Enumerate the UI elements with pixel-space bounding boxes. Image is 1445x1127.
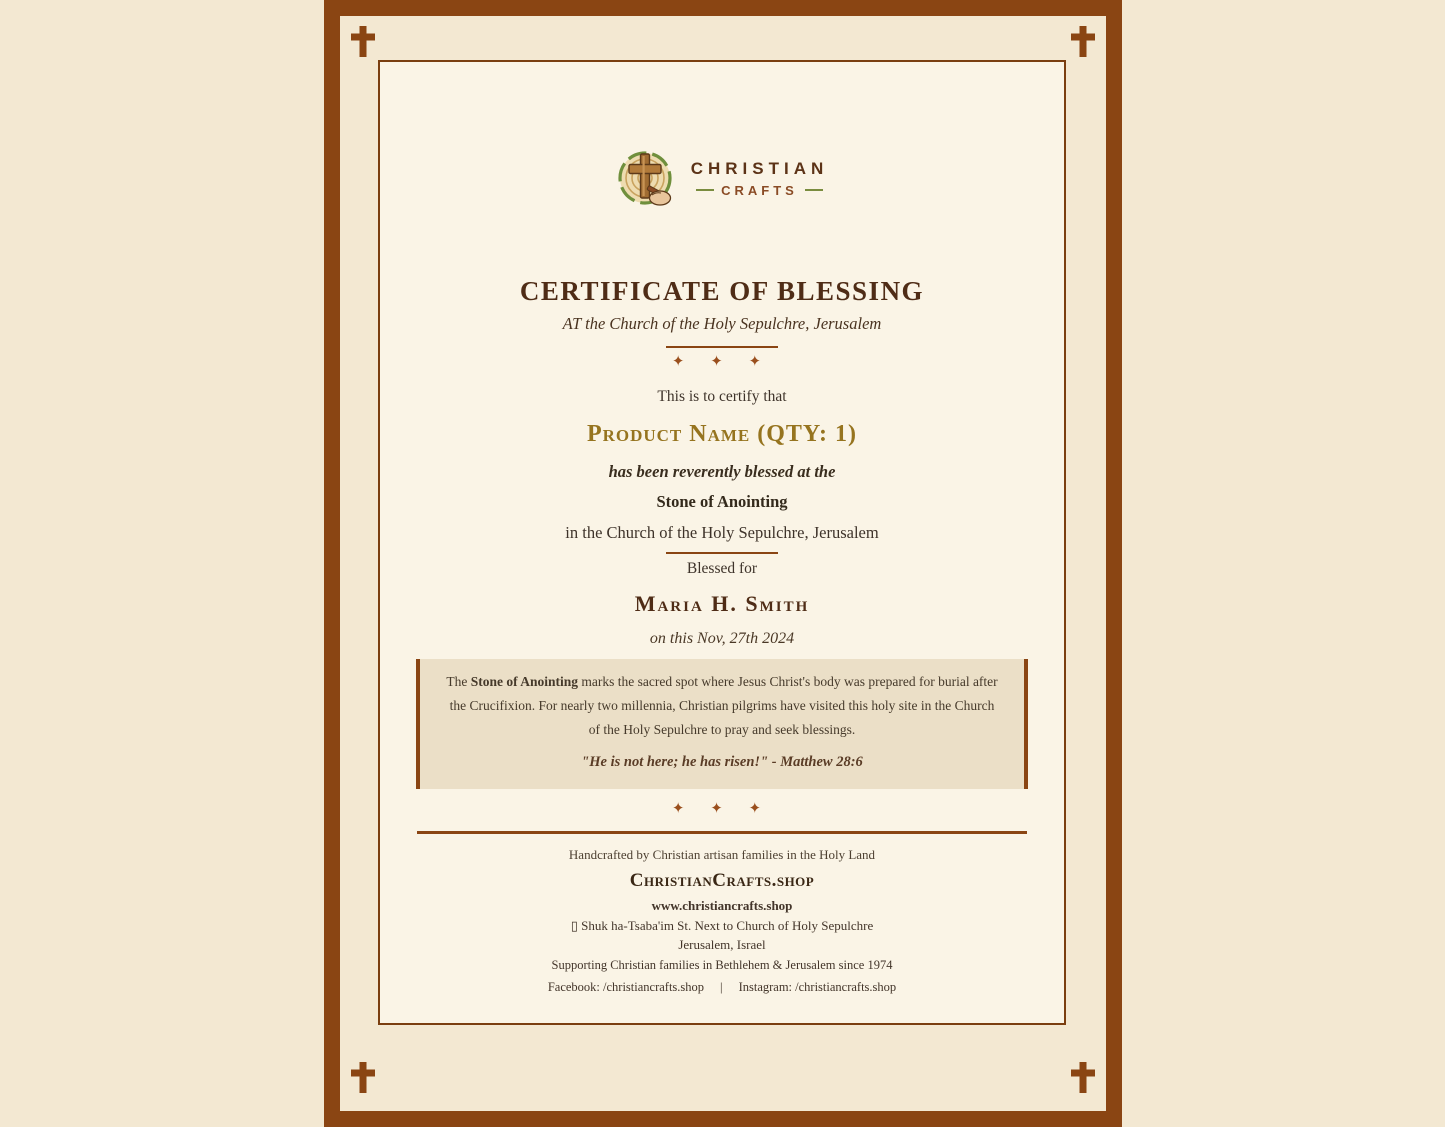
corner-cross-icon <box>351 1062 375 1093</box>
corner-cross-icon <box>1071 26 1095 57</box>
certificate-subtitle: AT the Church of the Holy Sepulchre, Jerusalem <box>562 314 882 334</box>
mid-divider <box>666 552 778 554</box>
blessing-date: on this Nov, 27th 2024 <box>649 630 795 648</box>
blessed-at-line: has been reverently blessed at the <box>608 461 836 481</box>
info-text-prefix: The <box>446 674 471 690</box>
footer-rule <box>417 831 1027 834</box>
scripture-quote: "He is not here; he has risen!" - Matthew 28:6 <box>581 754 863 771</box>
location-detail: in the Church of the Holy Sepulchre, Jerusalem <box>565 522 879 542</box>
corner-cross-icon <box>351 26 375 57</box>
recipient-name: Maria H. Smith <box>634 590 810 616</box>
blessed-for-label: Blessed for <box>686 559 758 577</box>
location-name: Stone of Anointing <box>656 491 788 511</box>
crafts-dash <box>805 189 823 191</box>
instagram-handle: Instagram: /christiancrafts.shop <box>738 979 897 994</box>
social-separator: | <box>720 979 723 994</box>
logo-cross-icon <box>616 147 678 209</box>
brand-logo <box>380 146 1064 210</box>
crafts-dash <box>696 189 714 191</box>
logo-line1: CHRISTIAN <box>690 158 829 178</box>
info-box-paragraph <box>446 670 998 742</box>
diamond-ornament: ✦ ✦ ✦ <box>671 354 773 371</box>
certificate-title: CERTIFICATE OF BLESSING <box>519 276 925 306</box>
address-line-2: Jerusalem, Israel <box>678 937 766 953</box>
certify-line: This is to certify that <box>657 388 787 406</box>
stone-of-anointing-info-box <box>416 659 1028 789</box>
corner-cross-icon <box>1071 1062 1095 1093</box>
header-divider <box>666 346 778 348</box>
logo-wordmark <box>691 159 829 198</box>
logo-line2: CRAFTS <box>721 182 798 198</box>
social-line <box>380 980 1064 995</box>
facebook-handle: Facebook: /christiancrafts.shop <box>547 979 705 994</box>
certificate-sheet <box>378 60 1066 1025</box>
info-text-suffix: marks the sacred spot where Jesus Christ's body was prepared for burial after the Crucifixion. For nearly two millennia, Christian pilgrims have visited this holy site in the Church of the Holy Sepulchre to pray and seek blessings. <box>449 674 998 738</box>
website-url: www.christiancrafts.shop <box>651 898 793 914</box>
info-text-bold: Stone of Anointing <box>470 674 578 690</box>
footer-brand: ChristianCrafts.shop <box>629 870 815 892</box>
diamond-ornament: ✦ ✦ ✦ <box>671 801 773 818</box>
supporting-line: Supporting Christian families in Bethlehem & Jerusalem since 1974 <box>551 957 893 972</box>
address-line-1: ▯ Shuk ha-Tsaba'im St. Next to Church of Holy Sepulchre <box>570 918 874 934</box>
product-name: Product Name (QTY: 1) <box>586 421 858 448</box>
handcrafted-line: Handcrafted by Christian artisan families in the Holy Land <box>568 847 876 863</box>
